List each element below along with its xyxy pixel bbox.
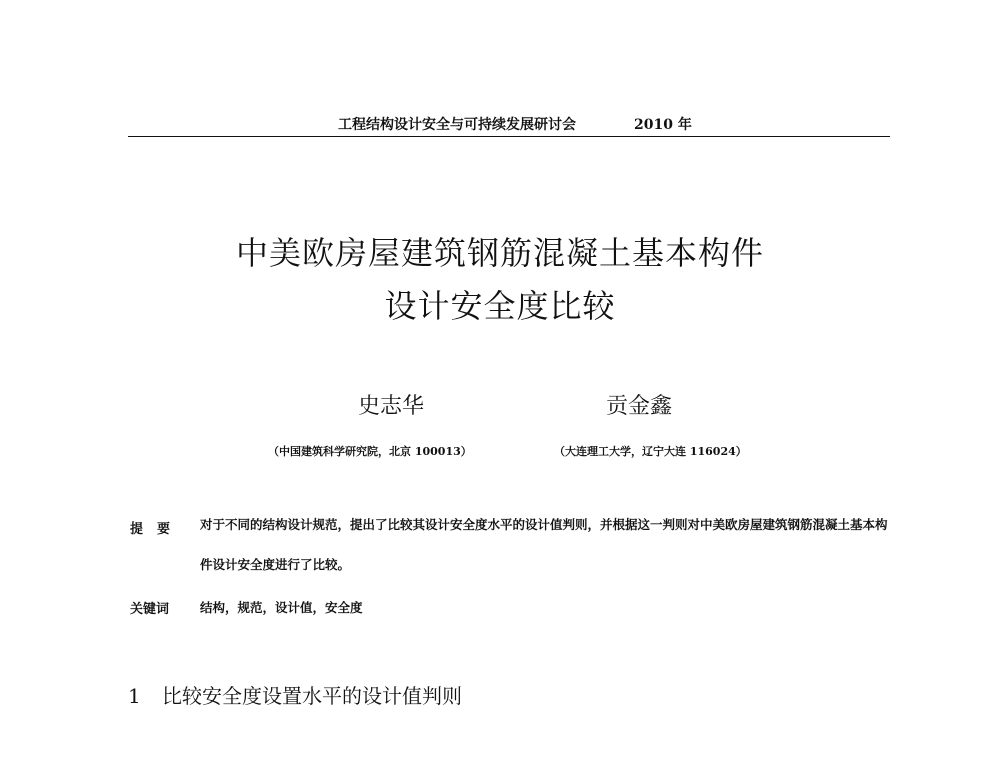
keywords-text: 结构，规范，设计值，安全度 bbox=[200, 600, 363, 615]
author-name-1: 史志华 bbox=[358, 394, 425, 419]
conference-name: 工程结构设计安全与可持续发展研讨会 bbox=[338, 117, 576, 133]
paper-title-line-2: 设计安全度比较 bbox=[384, 287, 616, 325]
paper-title-line-1: 中美欧房屋建筑钢筋混凝土基本构件 bbox=[235, 234, 764, 272]
author-affiliation-1: （中国建筑科学研究院，北京 100013） bbox=[268, 445, 472, 458]
abstract-text: 对于不同的结构设计规范，提出了比较其设计安全度水平的设计值判则，并根据这一判则对中美欧房屋建筑钢筋混凝土基本构件设计安全度进行了比较。 bbox=[200, 517, 888, 572]
keywords-label: 关键词 bbox=[130, 602, 170, 617]
section-title: 比较安全度设置水平的设计值判则 bbox=[162, 684, 462, 708]
abstract-label: 提要 bbox=[130, 522, 185, 537]
author-affiliation-2: （大连理工大学，辽宁大连 116024） bbox=[554, 445, 747, 458]
conference-year: 2010 年 bbox=[634, 117, 692, 133]
header-rule bbox=[128, 136, 890, 137]
running-header bbox=[0, 112, 1000, 136]
author-name-2: 贡金鑫 bbox=[606, 394, 673, 419]
section-number: 1 bbox=[128, 684, 141, 708]
section-heading bbox=[128, 680, 462, 709]
